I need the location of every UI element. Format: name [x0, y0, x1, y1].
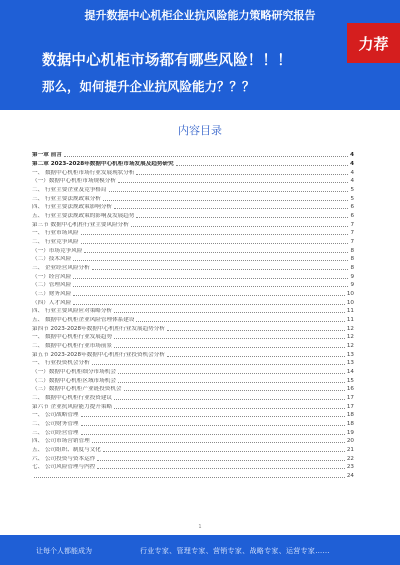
toc-entry-label: 第五节 2023-2028年数据中心机柜行业投资机会分析 — [32, 351, 165, 358]
toc-entry-label: 三、 行业主要法规政策分析 — [32, 195, 101, 202]
toc-entry-page: 4 — [350, 169, 354, 176]
toc-entry[interactable] — [32, 393, 354, 402]
toc-entry[interactable] — [32, 167, 354, 176]
toc-entry[interactable] — [32, 384, 354, 393]
toc-entry-page: 24 — [346, 473, 354, 480]
toc-entry-label: 三、 企业经营风险分析 — [32, 264, 90, 271]
toc-entry-page: 5 — [350, 186, 354, 193]
toc-entry-page: 4 — [350, 178, 354, 185]
recommend-badge — [347, 23, 400, 63]
toc-entry-page: 8 — [350, 264, 354, 271]
toc-entry-page: 9 — [350, 282, 354, 289]
toc-entry-label: （二）技术风险 — [32, 256, 72, 263]
toc-entry[interactable] — [32, 471, 354, 480]
toc-entry-page: 7 — [350, 221, 354, 228]
toc-entry-label: 五、 公司组织、制度与文化 — [32, 447, 101, 454]
toc-leader-dots — [103, 199, 349, 201]
toc-leader-dots — [64, 155, 348, 157]
toc-entry-page: 8 — [350, 256, 354, 263]
hero-subheadline: 那么，如何提升企业抗风险能力？？？ — [42, 79, 255, 94]
toc-entry-page: 22 — [346, 455, 354, 462]
toc-entry-label: 二、 公司财务管理 — [32, 421, 79, 427]
toc-entry[interactable] — [32, 280, 354, 289]
toc-leader-dots — [118, 181, 349, 183]
hero-banner — [0, 30, 400, 110]
toc-leader-dots — [73, 277, 348, 279]
toc-entry[interactable] — [32, 202, 354, 211]
toc-leader-dots — [73, 294, 345, 296]
toc-entry-label: （一）数据中心机柜细分市场机会 — [32, 368, 116, 375]
toc-entry-page: 9 — [350, 273, 354, 280]
toc-entry[interactable] — [32, 419, 354, 428]
toc-entry-page: 7 — [350, 230, 354, 237]
toc-entry[interactable] — [32, 315, 354, 324]
toc-leader-dots — [109, 190, 349, 192]
toc-entry-page: 5 — [350, 195, 354, 202]
toc-entry-label: （三）数据中心机柜产业链投资机会 — [32, 386, 122, 393]
toc-entry-label: 第三节 数据中心机柜行业主要风险分析 — [32, 221, 129, 228]
toc-entry[interactable] — [32, 193, 354, 202]
toc-entry-page: 4 — [350, 160, 354, 167]
toc-leader-dots — [118, 372, 345, 374]
toc-entry-page: 7 — [350, 238, 354, 245]
toc-entry[interactable] — [32, 445, 354, 454]
toc-entry-label: 一、 行业市场风险 — [32, 230, 79, 237]
toc-entry-page: 4 — [350, 152, 354, 159]
toc-entry-page: 13 — [346, 351, 354, 358]
toc-leader-dots — [136, 173, 348, 175]
toc-entry-page: 17 — [346, 394, 354, 401]
toc-entry[interactable] — [32, 358, 354, 367]
toc-leader-dots — [81, 242, 349, 244]
toc-entry-page: 11 — [346, 308, 354, 315]
toc-entry-label: （三）财务风险 — [32, 290, 72, 297]
toc-leader-dots — [114, 311, 345, 313]
toc-entry-label: 第四节 2023-2028年数据中心机柜行业发展趋势分析 — [32, 325, 165, 332]
toc-entry-label: 一、 数据中心机柜行业发展趋势 — [32, 334, 113, 341]
toc-entry[interactable] — [32, 401, 354, 410]
toc-entry-label: （一）数据中心机柜市场规模分析 — [32, 178, 116, 185]
toc-leader-dots — [92, 268, 349, 270]
toc-entry-page: 6 — [350, 204, 354, 211]
toc-entry-label: 二、 行业竞争风险 — [32, 238, 79, 245]
toc-leader-dots — [114, 207, 348, 209]
toc-entry-page: 18 — [346, 412, 354, 419]
toc-leader-dots — [92, 363, 345, 365]
toc-entry-label: 三、 公司经营管理 — [32, 429, 79, 436]
toc-leader-dots — [92, 441, 345, 443]
toc-entry[interactable] — [32, 263, 354, 272]
toc-entry[interactable] — [32, 211, 354, 220]
toc-leader-dots — [114, 337, 345, 339]
toc-entry[interactable] — [32, 306, 354, 315]
toc-entry-label: （二）数据中心机柜区域市场机会 — [32, 377, 116, 384]
toc-leader-dots — [84, 251, 348, 253]
toc-entry-page: 6 — [350, 212, 354, 219]
toc-entry-label: 第一章 前言 — [32, 152, 62, 159]
toc-leader-dots — [73, 259, 348, 261]
toc-leader-dots — [118, 381, 345, 383]
toc-entry-label: 一、 公司战略管理 — [32, 412, 79, 419]
toc-entry-page: 23 — [346, 464, 354, 471]
report-header-bar — [0, 0, 400, 30]
toc-entry-page: 20 — [346, 438, 354, 445]
toc-entry[interactable] — [32, 150, 354, 159]
toc-entry-page: 12 — [346, 334, 354, 341]
toc-entry-page: 21 — [346, 447, 354, 454]
toc-entry-label: 二、 行业主要企业及竞争格局 — [32, 186, 107, 193]
recommend-badge-label: 力荐 — [358, 34, 389, 53]
footer-slogan: 让每个人都能成为 — [36, 547, 92, 555]
toc-entry[interactable] — [32, 349, 354, 358]
footer-bar — [0, 535, 400, 565]
toc-leader-dots — [167, 329, 345, 331]
toc-entry-page: 13 — [346, 360, 354, 367]
toc-entry-label: 一、 数据中心机柜市场行业发展现状分析 — [32, 169, 135, 176]
toc-entry-label: （一）经营风险 — [32, 273, 72, 280]
toc-title: 内容目录 — [178, 124, 222, 137]
toc-entry[interactable] — [32, 297, 354, 306]
toc-entry-label: 二、 数据中心机柜行业投资建议 — [32, 394, 113, 401]
toc-entry-label: （一）市场竞争风险 — [32, 247, 83, 254]
toc-entry[interactable] — [32, 436, 354, 445]
toc-entry-label: 六、 公司投资与资本运作 — [32, 455, 96, 462]
toc-leader-dots — [97, 459, 345, 461]
toc-entry-page: 10 — [346, 299, 354, 306]
toc-leader-dots — [73, 303, 345, 305]
toc-leader-dots — [81, 433, 345, 435]
toc-entry[interactable] — [32, 219, 354, 228]
toc-entry[interactable] — [32, 323, 354, 332]
toc-entry[interactable] — [32, 176, 354, 185]
toc-entry[interactable] — [32, 289, 354, 298]
toc-entry[interactable] — [32, 271, 354, 280]
toc-entry-page: 18 — [346, 421, 354, 427]
toc-leader-dots — [114, 346, 345, 348]
toc-entry[interactable] — [32, 428, 354, 437]
toc-entry[interactable] — [32, 375, 354, 384]
toc-entry-label: 七、 公司风险管理与内控 — [32, 464, 96, 471]
toc-leader-dots — [131, 225, 349, 227]
toc-entry-label: 四、 公司市场营销管理 — [32, 438, 90, 445]
toc-entry[interactable] — [32, 332, 354, 341]
document-page — [0, 110, 400, 535]
toc-entry-label: （四）人才风险 — [32, 299, 72, 306]
toc-leader-dots — [103, 450, 345, 452]
toc-leader-dots — [97, 467, 345, 469]
footer-roles: 行业专家、管理专家、营销专家、战略专家、运营专家…… — [140, 547, 330, 555]
toc-entry-page: 19 — [346, 429, 354, 436]
page-number: 1 — [198, 524, 202, 530]
toc-entry-page: 14 — [346, 368, 354, 375]
toc-entry-page: 12 — [346, 325, 354, 332]
toc-entry-label: 五、 行业主要法规政策的影响及发展趋势 — [32, 212, 135, 219]
toc-entry-page: 15 — [346, 377, 354, 384]
report-title: 提升数据中心机柜企业抗风险能力策略研究报告 — [84, 9, 316, 22]
toc-leader-dots — [81, 424, 345, 426]
toc-entry-label: 二、 数据中心机柜行业市场前景 — [32, 342, 113, 349]
toc-entry-label: 一、 行业投资机会分析 — [32, 360, 90, 367]
toc-leader-dots — [176, 164, 348, 166]
toc-entry-label: 第二章 2023-2028年数据中心机柜市场发展及趋势研究 — [32, 160, 174, 167]
toc-leader-dots — [73, 285, 348, 287]
toc-leader-dots — [136, 216, 348, 218]
toc-entry-label: 五、 数据中心机柜企业风险管理体系建设 — [32, 316, 135, 323]
toc-leader-dots — [136, 320, 344, 322]
toc-entry-page: 16 — [346, 386, 354, 393]
toc-leader-dots — [114, 398, 345, 400]
toc-entry-page: 12 — [346, 342, 354, 349]
toc-entry-page: 17 — [346, 403, 354, 410]
toc-entry[interactable] — [32, 237, 354, 246]
toc-entry[interactable] — [32, 341, 354, 350]
hero-headline: 数据中心机柜市场都有哪些风险！！！ — [42, 53, 292, 69]
toc-leader-dots — [34, 476, 345, 478]
toc-entry[interactable] — [32, 245, 354, 254]
toc-leader-dots — [124, 389, 345, 391]
toc-entry[interactable] — [32, 159, 354, 168]
toc-entry[interactable] — [32, 454, 354, 463]
toc-entry[interactable] — [32, 367, 354, 376]
toc-entry-label: （二）管理风险 — [32, 282, 72, 289]
toc-entry-label: 第六节 企业抗风险能力提升策略 — [32, 403, 113, 410]
toc-entry-label: 四、 行业主要法规政策影响分析 — [32, 204, 113, 211]
toc-entry[interactable] — [32, 462, 354, 471]
toc-entry-page: 8 — [350, 247, 354, 254]
toc-entry[interactable] — [32, 228, 354, 237]
toc-leader-dots — [167, 355, 345, 357]
toc-entry-page: 11 — [346, 316, 354, 323]
toc-list — [32, 150, 354, 480]
toc-leader-dots — [81, 415, 345, 417]
toc-entry[interactable] — [32, 185, 354, 194]
toc-entry[interactable] — [32, 410, 354, 419]
toc-entry[interactable] — [32, 254, 354, 263]
toc-entry-label: 四、 行业主要风险应对策略分析 — [32, 308, 113, 315]
toc-leader-dots — [114, 407, 345, 409]
toc-entry-page: 10 — [346, 290, 354, 297]
toc-leader-dots — [81, 233, 349, 235]
